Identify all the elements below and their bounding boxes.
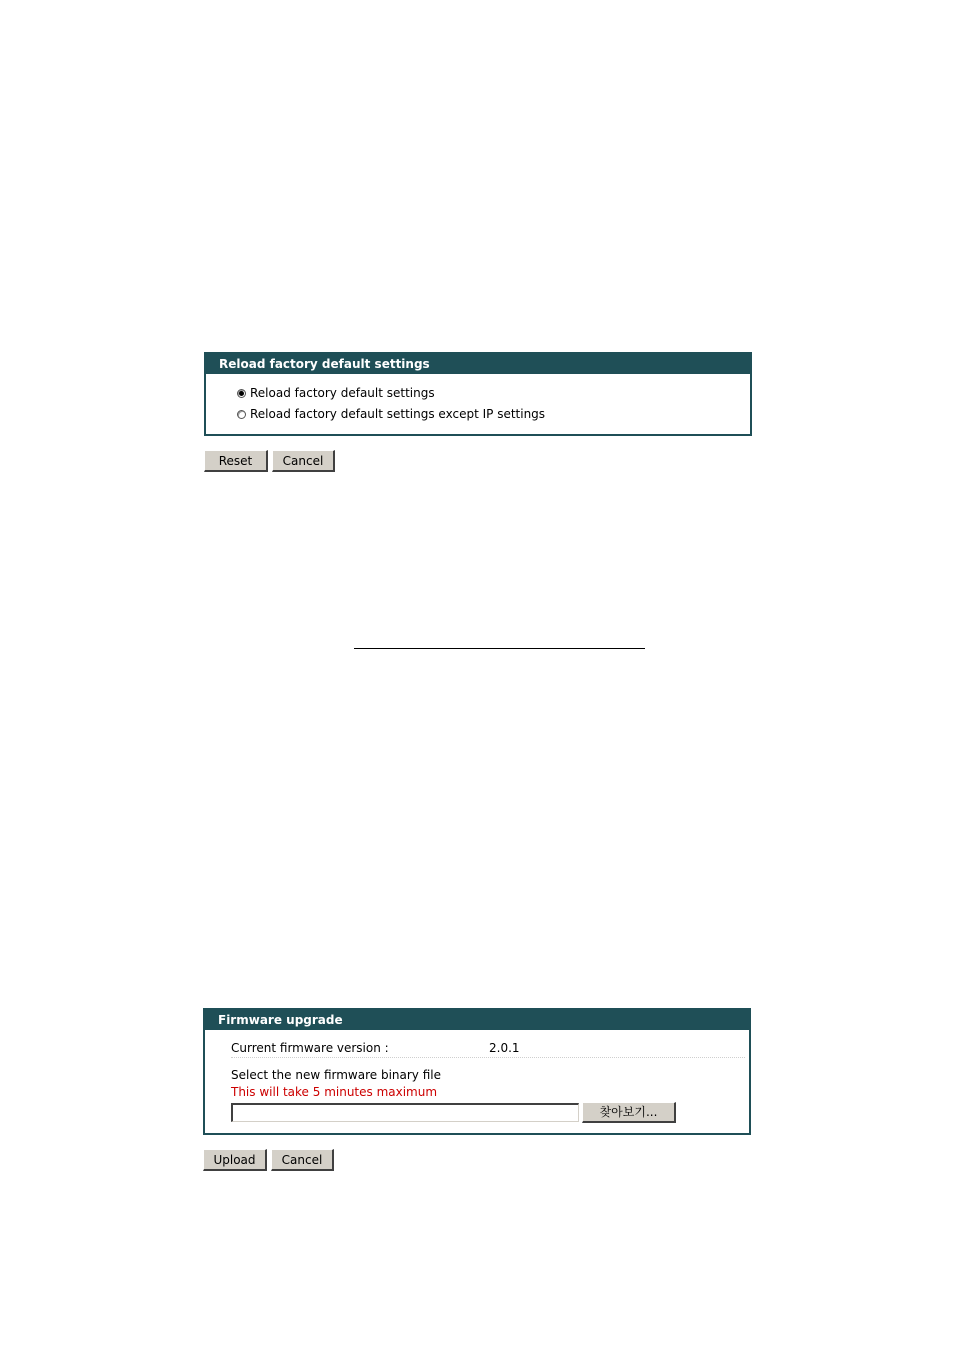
reset-cancel-button[interactable]: Cancel — [272, 450, 335, 472]
row-separator — [231, 1057, 745, 1058]
browse-button[interactable]: 찾아보기... — [582, 1102, 676, 1123]
reload-defaults-option[interactable] — [237, 385, 435, 401]
reload-defaults-except-ip-label: Reload factory default settings except IP settings — [250, 407, 546, 421]
divider-line — [354, 648, 645, 649]
upload-button[interactable]: Upload — [203, 1149, 267, 1171]
factory-reset-panel-title: Reload factory default settings — [206, 354, 750, 374]
current-version-value: 2.0.1 — [489, 1041, 520, 1055]
factory-reset-panel — [204, 352, 752, 436]
reload-defaults-except-ip-radio[interactable] — [237, 410, 246, 419]
firmware-upgrade-panel — [203, 1008, 751, 1135]
select-file-label: Select the new firmware binary file — [231, 1068, 441, 1082]
upgrade-warning-text: This will take 5 minutes maximum — [231, 1085, 438, 1099]
reset-button[interactable]: Reset — [204, 450, 268, 472]
current-version-label: Current firmware version : — [231, 1041, 389, 1055]
upload-cancel-button[interactable]: Cancel — [271, 1149, 334, 1171]
firmware-upgrade-panel-title: Firmware upgrade — [205, 1010, 749, 1030]
reload-defaults-label: Reload factory default settings — [250, 386, 435, 400]
reload-defaults-except-ip-option[interactable] — [237, 406, 545, 422]
firmware-file-input[interactable] — [231, 1103, 579, 1122]
reload-defaults-radio[interactable] — [237, 389, 246, 398]
